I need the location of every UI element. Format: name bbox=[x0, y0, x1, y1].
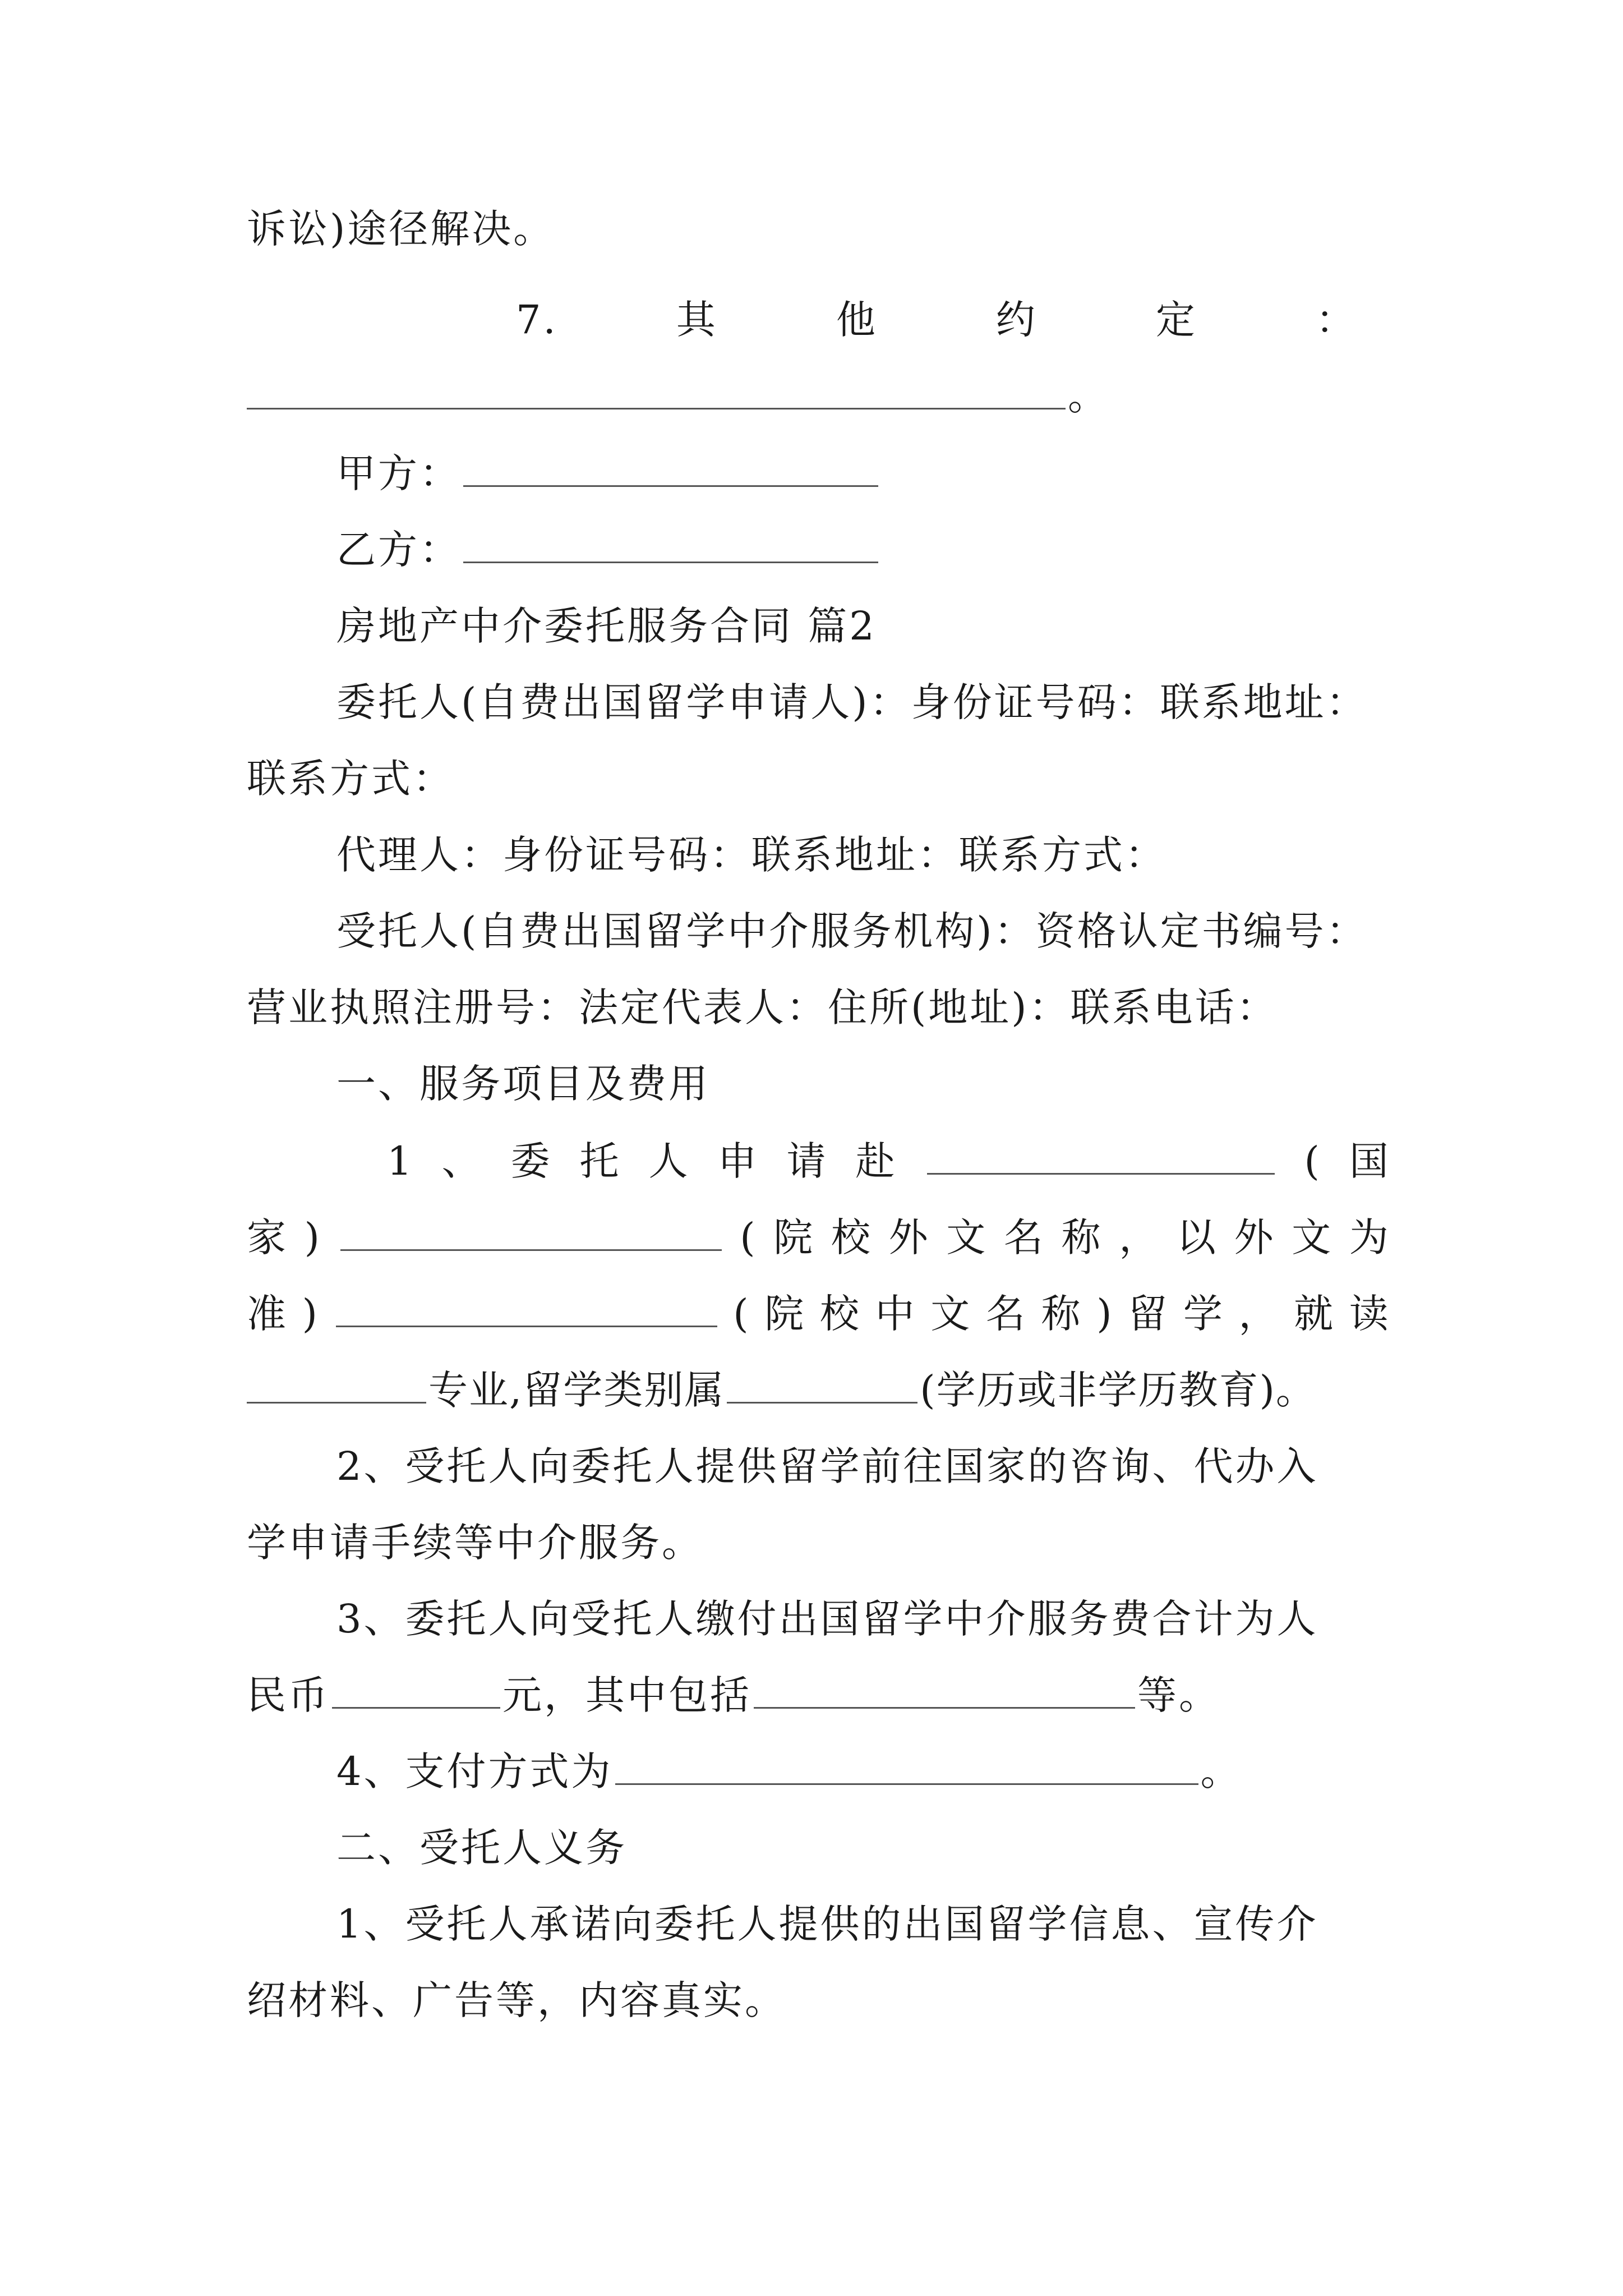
spaced-char: 他 bbox=[836, 297, 878, 343]
major-blank[interactable] bbox=[247, 1363, 426, 1404]
country-blank[interactable] bbox=[927, 1134, 1275, 1175]
blank-line bbox=[247, 368, 1391, 424]
fee-items-blank[interactable] bbox=[754, 1668, 1135, 1709]
spaced-heading-line bbox=[516, 292, 1357, 348]
party-a-line bbox=[336, 445, 1391, 501]
text-line bbox=[336, 903, 1391, 959]
paragraph-text: 联系方式： bbox=[247, 756, 454, 802]
contract-title: 房地产中介委托服务合同 篇2 bbox=[336, 603, 877, 649]
spaced-char: 文 bbox=[946, 1214, 988, 1260]
payment-method-blank[interactable] bbox=[615, 1744, 1198, 1785]
section-heading bbox=[336, 1056, 1391, 1112]
party-b-line bbox=[336, 522, 1391, 578]
text-line bbox=[336, 827, 1391, 883]
spaced-char: 称 bbox=[1061, 1214, 1103, 1260]
spaced-char: 请 bbox=[786, 1138, 828, 1184]
spaced-char: 申 bbox=[717, 1138, 759, 1184]
paragraph-text: 2、受托人向委托人提供留学前往国家的咨询、代办入 bbox=[336, 1443, 1318, 1489]
paragraph-text: 元，其中包括 bbox=[502, 1672, 751, 1718]
text-line bbox=[247, 751, 1391, 807]
paragraph-text: (学历或非学历教育)。 bbox=[920, 1367, 1316, 1413]
paragraph-text: 专业,留学类别属 bbox=[428, 1367, 725, 1413]
party-b-blank[interactable] bbox=[463, 522, 878, 563]
party-b-label: 乙方： bbox=[336, 527, 461, 573]
paragraph-text: 绍材料、广告等，内容真实。 bbox=[247, 1977, 786, 2023]
fill-in-blank[interactable] bbox=[247, 369, 1066, 409]
paragraph-text: 民币 bbox=[247, 1672, 330, 1718]
text-line bbox=[336, 1438, 1391, 1494]
text-line bbox=[247, 201, 1391, 257]
text-line bbox=[336, 1743, 1391, 1800]
section-title bbox=[336, 598, 1391, 654]
spaced-char: 家 bbox=[247, 1214, 288, 1260]
spaced-char: ， bbox=[1119, 1214, 1161, 1260]
study-category-blank[interactable] bbox=[727, 1363, 917, 1404]
spaced-char: 其 bbox=[676, 297, 718, 343]
party-a-blank[interactable] bbox=[463, 446, 878, 487]
spaced-char: 校 bbox=[831, 1214, 873, 1260]
text-line bbox=[247, 1667, 1391, 1723]
paragraph-text: 等。 bbox=[1137, 1672, 1220, 1718]
spaced-char: 托 bbox=[579, 1138, 621, 1184]
spaced-char: 就 bbox=[1294, 1291, 1336, 1337]
paragraph-text: 诉讼)途径解决。 bbox=[247, 206, 555, 252]
spaced-char: ： bbox=[1315, 297, 1357, 343]
spaced-char: 中 bbox=[875, 1291, 917, 1337]
spaced-char: 学 bbox=[1183, 1291, 1225, 1337]
text-line bbox=[336, 1896, 1391, 1952]
text-line bbox=[336, 1591, 1391, 1647]
section-heading bbox=[336, 1820, 1391, 1876]
spaced-char: ， bbox=[1238, 1291, 1280, 1337]
spaced-line bbox=[247, 1286, 1391, 1342]
spaced-char: 称 bbox=[1041, 1291, 1083, 1337]
spaced-char: 院 bbox=[764, 1291, 806, 1337]
spaced-char: 外 bbox=[888, 1214, 930, 1260]
spaced-char: 定 bbox=[1155, 297, 1197, 343]
spaced-char: 校 bbox=[819, 1291, 861, 1337]
spaced-char: 名 bbox=[1003, 1214, 1045, 1260]
spaced-char: 人 bbox=[648, 1138, 690, 1184]
spaced-char: ( bbox=[1304, 1138, 1322, 1184]
fee-amount-blank[interactable] bbox=[332, 1668, 500, 1709]
spaced-char: 外 bbox=[1234, 1214, 1276, 1260]
spaced-char: 以 bbox=[1176, 1214, 1218, 1260]
spaced-char: 准 bbox=[247, 1291, 288, 1337]
spaced-char: 赴 bbox=[855, 1138, 897, 1184]
text-line bbox=[247, 1362, 1436, 1418]
spaced-char: 文 bbox=[1292, 1214, 1334, 1260]
spaced-char: 名 bbox=[985, 1291, 1027, 1337]
spaced-char: ) bbox=[304, 1214, 322, 1260]
spaced-char: 留 bbox=[1128, 1291, 1170, 1337]
section-heading-text: 二、受托人义务 bbox=[336, 1825, 627, 1871]
spaced-char: ) bbox=[302, 1291, 320, 1337]
text-line bbox=[336, 674, 1391, 730]
paragraph-text: 4、支付方式为 bbox=[336, 1749, 613, 1795]
spaced-char: 为 bbox=[1349, 1214, 1391, 1260]
party-a-label: 甲方： bbox=[336, 450, 461, 496]
spaced-char: ) bbox=[1096, 1291, 1114, 1337]
paragraph-text: 委托人(自费出国留学申请人)：身份证号码：联系地址： bbox=[336, 679, 1368, 725]
spaced-char: 、 bbox=[441, 1138, 483, 1184]
paragraph-text: 。 bbox=[1200, 1749, 1242, 1795]
spaced-char: 读 bbox=[1349, 1291, 1391, 1337]
spaced-char: ( bbox=[740, 1214, 758, 1260]
period-text: 。 bbox=[1068, 373, 1109, 419]
school-foreign-name-blank[interactable] bbox=[340, 1210, 722, 1251]
text-line bbox=[247, 1972, 1391, 2028]
section-heading-text: 一、服务项目及费用 bbox=[336, 1061, 710, 1107]
spaced-line bbox=[387, 1133, 1391, 1189]
text-line bbox=[247, 979, 1391, 1036]
spaced-char: 7. bbox=[516, 297, 558, 343]
spaced-char: 院 bbox=[773, 1214, 815, 1260]
spaced-line bbox=[247, 1209, 1391, 1266]
spaced-char: 约 bbox=[995, 297, 1038, 343]
paragraph-text: 学申请手续等中介服务。 bbox=[247, 1520, 703, 1566]
spaced-char: 文 bbox=[930, 1291, 972, 1337]
paragraph-text: 营业执照注册号：法定代表人：住所(地址)：联系电话： bbox=[247, 984, 1278, 1030]
spaced-char: 委 bbox=[510, 1138, 552, 1184]
spaced-char: 1 bbox=[387, 1138, 414, 1184]
paragraph-text: 3、委托人向受托人缴付出国留学中介服务费合计为人 bbox=[336, 1596, 1318, 1642]
paragraph-text: 代理人：身份证号码：联系地址：联系方式： bbox=[336, 832, 1166, 878]
text-line bbox=[247, 1515, 1391, 1571]
spaced-char: ( bbox=[733, 1291, 751, 1337]
paragraph-text: 受托人(自费出国留学中介服务机构)：资格认定书编号： bbox=[336, 908, 1368, 954]
school-chinese-name-blank[interactable] bbox=[336, 1286, 717, 1327]
paragraph-text: 1、受托人承诺向委托人提供的出国留学信息、宣传介 bbox=[336, 1901, 1318, 1947]
spaced-char: 国 bbox=[1349, 1138, 1391, 1184]
